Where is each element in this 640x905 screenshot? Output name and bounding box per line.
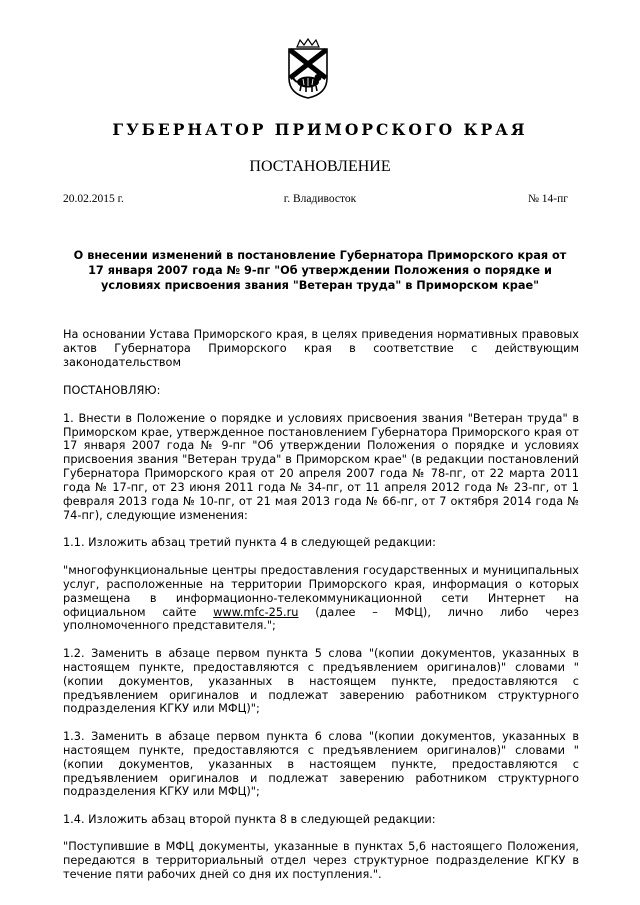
- mfc-website-link[interactable]: www.mfc-25.ru: [213, 605, 299, 619]
- document-city: г. Владивосток: [283, 193, 357, 205]
- clause-1-3-paragraph: 1.3. Заменить в абзаце первом пункта 6 слова "(копии документов, указанных в настоящем пункте, предоставляются с предъявлением оригиналов)" словами "(копии документов, указанных в настоящем пункте, предоставляются с предъявлением оригиналов и подлежат заверению работником структурного подразделения КГКУ или МФЦ)";: [63, 729, 579, 799]
- document-title: О внесении изменений в постановление Губернатора Приморского края от 17 января 2007 года № 9-пг "Об утверждении Положения о порядке и условиях присвоения звания "Ветеран труда" в Приморском крае": [73, 249, 567, 292]
- clause-1-1-paragraph: 1.1. Изложить абзац третий пункта 4 в следующей редакции:: [63, 536, 436, 550]
- clause-1-4-text-paragraph: "Поступившие в МФЦ документы, указанные в пунктах 5,6 настоящего Положения, передаются в территориальный отдел через структурное подразделение КГКУ в течение пяти рабочих дней со дня их поступления.".: [63, 840, 579, 882]
- clause-1-1-text-end: (далее – МФЦ), лично либо через уполномоченного представителя.";: [63, 605, 579, 633]
- clause-1-4-paragraph: 1.4. Изложить абзац второй пункта 8 в следующей редакции:: [63, 812, 436, 826]
- clause-1-1-text-paragraph: [63, 564, 579, 634]
- clause-1-paragraph: 1. Внести в Положение о порядке и условиях присвоения звания "Ветеран труда" в Приморском крае, утвержденное постановлением Губернатора Приморского края от 17 января 2007 года № 9-пг "Об утверждении Положения о порядке и условиях присвоения звания "Ветеран труда" в Приморском крае" (в редакции постановлений Губернатора Приморского края от 20 апреля 2007 года № 78-пг, от 22 марта 2011 года № 17-пг, от 23 июня 2011 года № 34-пг, от 11 апреля 2012 года № 23-пг, от 1 февраля 2013 года № 10-пг, от 21 мая 2013 года № 66-пг, от 7 октября 2014 года № 74-пг), следующие изменения:: [63, 411, 579, 522]
- document-date: 20.02.2015 г.: [63, 193, 124, 205]
- document-number: № 14-пг: [527, 193, 568, 205]
- coat-of-arms-icon: [283, 38, 333, 100]
- resolve-heading: ПОСТАНОВЛЯЮ:: [63, 383, 161, 397]
- document-type: ПОСТАНОВЛЕНИЕ: [249, 158, 391, 175]
- document-body: [63, 328, 579, 896]
- preamble-paragraph: На основании Устава Приморского края, в целях приведения нормативных правовых актов Губернатора Приморского края в соответствие с действующим законодательством: [63, 328, 579, 369]
- clause-1-2-paragraph: 1.2. Заменить в абзаце первом пункта 5 слова "(копии документов, указанных в настоящем пункте, предоставляются с предъявлением оригиналов)" словами "(копии документов, указанных в настоящем пункте, предоставляются с предъявлением оригиналов и подлежат заверению работником структурного подразделения КГКУ или МФЦ)";: [63, 646, 579, 716]
- org-title: ГУБЕРНАТОР ПРИМОРСКОГО КРАЯ: [112, 120, 528, 139]
- clause-1-1-text-start: "многофункциональные центры предоставления государственных и муниципальных услуг, расположенные на территории Приморского края, информация о которых размещена в информационно-телекоммуникационной сети Интернет на официальном сайте: [63, 563, 579, 619]
